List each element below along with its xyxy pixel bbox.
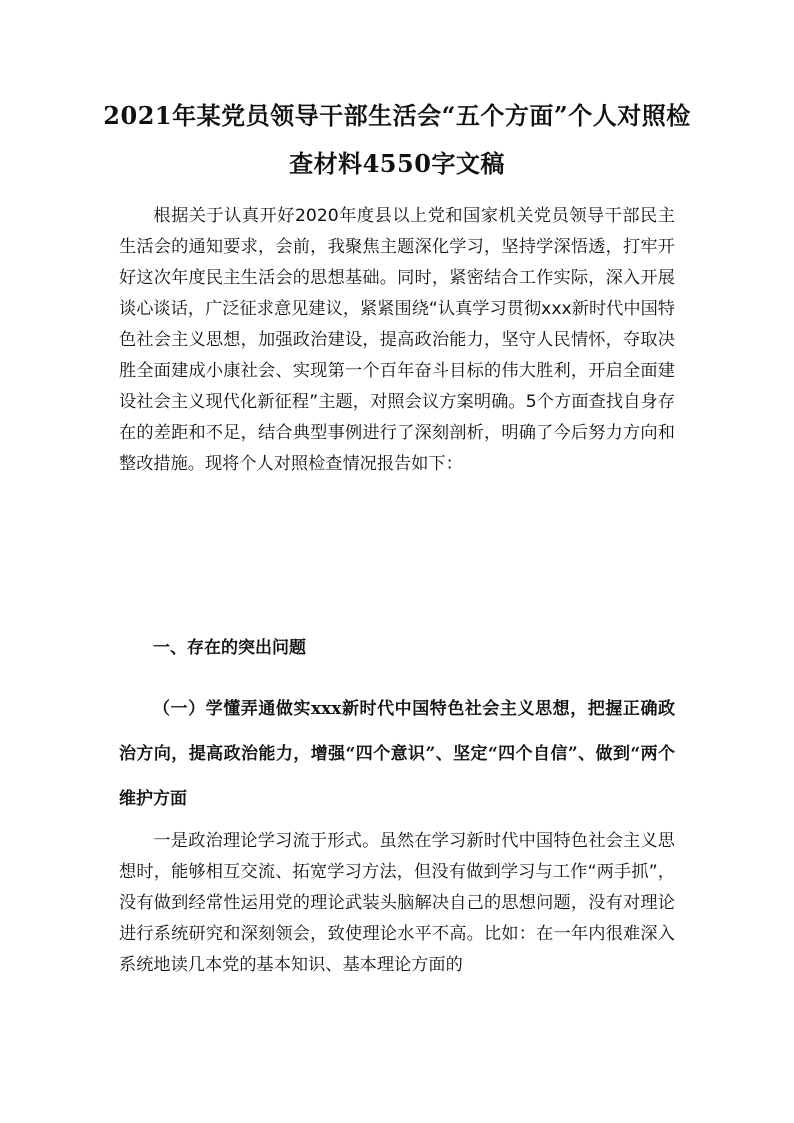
subsection-heading: （一）学懂弄通做实xxx新时代中国特色社会主义思想，把握正确政治方向，提高政治能力，增强“四个意识”、坚定“四个自信”、做到“两个维护方面	[119, 699, 675, 809]
section-heading: 一、存在的突出问题	[153, 638, 306, 658]
intro-paragraph: 根据关于认真开好2020年度县以上党和国家机关党员领导干部民主生活会的通知要求，会前，我聚焦主题深化学习，坚持学深悟透，打牢开好这次年度民主生活会的思想基础。同时，紧密结合工作实际，深入开展谈心谈话，广泛征求意见建议，紧紧围绕“认真学习贯彻xxx新时代中国特色社会主义思想，加强政治建设，提高政治能力，坚守人民情怀，夺取决胜全面建成小康社会、实现第一个百年奋斗目标的伟大胜利，开启全面建设社会主义现代化新征程”主题，对照会议方案明确。5个方面查找自身存在的差距和不足，结合典型事例进行了深刻剖析，明确了今后努力方向和整改措施。现将个人对照检查情况报告如下：	[119, 206, 675, 474]
document-title: 2021年某党员领导干部生活会“五个方面”个人对照检查材料4550字文稿	[103, 101, 691, 178]
body-paragraph: 一是政治理论学习流于形式。虽然在学习新时代中国特色社会主义思想时，能够相互交流、拓宽学习方法，但没有做到学习与工作“两手抓”，没有做到经常性运用党的理论武装头脑解决自己的思想问题，没有对理论进行系统研究和深刻领会，致使理论水平不高。比如：在一年内很难深入系统地读几本党的基本知识、基本理论方面的	[119, 831, 675, 975]
